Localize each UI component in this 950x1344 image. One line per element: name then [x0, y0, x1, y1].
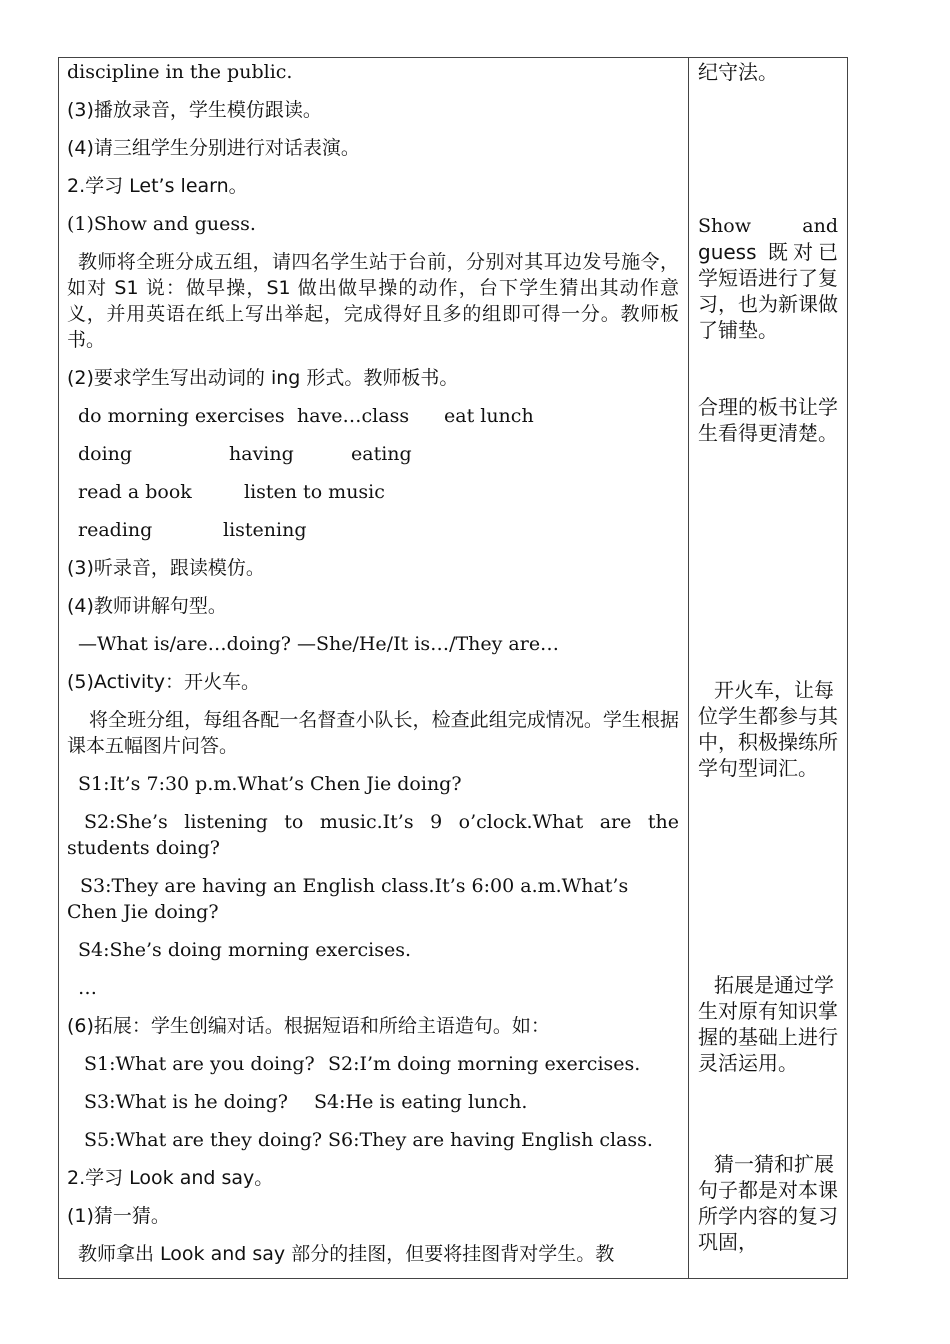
- text-line: (4)请三组学生分别进行对话表演。: [67, 137, 360, 159]
- text-line: discipline in the public.: [67, 61, 293, 83]
- text-line: (3)听录音，跟读模仿。: [67, 557, 265, 579]
- paragraph: 教师将全班分成五组，请四名学生站于台前，分别对其耳边发号施令，如对 S1 说：做早操，S1 做出做早操的动作，台下学生猜出其动作意义，并用英语在纸上写出举起，完成得好且多的组即可得一分。教师板书。: [67, 251, 679, 351]
- text-line: (5)Activity：开火车。: [67, 671, 260, 693]
- dialogue-answer: S2:I’m doing morning exercises.: [328, 1053, 641, 1075]
- phrase-row: [67, 517, 679, 543]
- dialogue-question: S3:What is he doing?: [84, 1091, 288, 1113]
- text-line: …: [78, 977, 97, 999]
- phrase: doing: [78, 443, 133, 465]
- dialogue-line: S3:They are having an English class.It’s 6:00 a.m.What’s Chen Jie doing?: [67, 875, 629, 923]
- phrase: eat lunch: [444, 405, 534, 427]
- phrase: listening: [223, 519, 307, 541]
- note: 合理的板书让学生看得更清楚。: [698, 395, 838, 445]
- phrase: do morning exercises: [78, 405, 285, 427]
- dialogue-pair: [67, 1127, 679, 1153]
- note-word: Show: [698, 215, 751, 237]
- note: 拓展是通过学生对原有知识掌握的基础上进行灵活运用。: [698, 973, 838, 1075]
- text-line: (1)猜一猜。: [67, 1205, 170, 1227]
- paragraph: 将全班分组，每组各配一名督查小队长，检查此组完成情况。学生根据课本五幅图片问答。: [67, 709, 679, 757]
- phrase: have…class: [297, 405, 410, 427]
- phrase: listen to music: [244, 481, 385, 503]
- note-word: and: [802, 215, 838, 237]
- text-line: (2)要求学生写出动词的 ing 形式。教师板书。: [67, 367, 459, 389]
- dialogue-pair: [67, 1089, 679, 1115]
- note: 开火车，让每位学生都参与其中，积极操练所学句型词汇。: [698, 678, 838, 780]
- dialogue-pair: [67, 1051, 679, 1077]
- dialogue-answer: S4:He is eating lunch.: [314, 1091, 528, 1113]
- phrase: read a book: [78, 481, 192, 503]
- phrase-row: [67, 441, 679, 467]
- dialogue-line: S4:She’s doing morning exercises.: [78, 939, 412, 961]
- dialogue-answer: S6:They are having English class.: [328, 1129, 653, 1151]
- text-line: 教师拿出 Look and say 部分的挂图，但要将挂图背对学生。教: [78, 1243, 615, 1265]
- phrase: eating: [351, 443, 412, 465]
- column-divider: [688, 57, 689, 1279]
- text-line: (4)教师讲解句型。: [67, 595, 227, 617]
- text-line: —What is/are…doing? —She/He/It is…/They are…: [78, 633, 560, 655]
- dialogue-question: S5:What are they doing?: [84, 1129, 323, 1151]
- note: 纪守法。: [698, 60, 778, 84]
- dialogue-line: S1:It’s 7:30 p.m.What’s Chen Jie doing?: [78, 773, 462, 795]
- note-text: guess 既对已学短语进行了复习，也为新课做了铺垫。: [698, 240, 838, 342]
- phrase-row: [67, 479, 679, 505]
- phrase-row: [67, 403, 679, 429]
- dialogue-line: S2:She’s listening to music.It’s 9 o’clock.What are the students doing?: [67, 811, 679, 859]
- text-line: (6)拓展：学生创编对话。根据短语和所给主语造句。如：: [67, 1015, 550, 1037]
- note: 猜一猜和扩展句子都是对本课所学内容的复习巩固，: [698, 1152, 838, 1254]
- dialogue-question: S1:What are you doing?: [84, 1053, 315, 1075]
- procedure-column: [67, 58, 679, 1267]
- note: [698, 213, 838, 343]
- text-line: 2.学习 Let’s learn。: [67, 175, 248, 197]
- text-line: 2.学习 Look and say。: [67, 1167, 274, 1189]
- text-line: (3)播放录音，学生模仿跟读。: [67, 99, 322, 121]
- phrase: reading: [78, 519, 153, 541]
- phrase: having: [229, 443, 294, 465]
- text-line: (1)Show and guess.: [67, 213, 256, 235]
